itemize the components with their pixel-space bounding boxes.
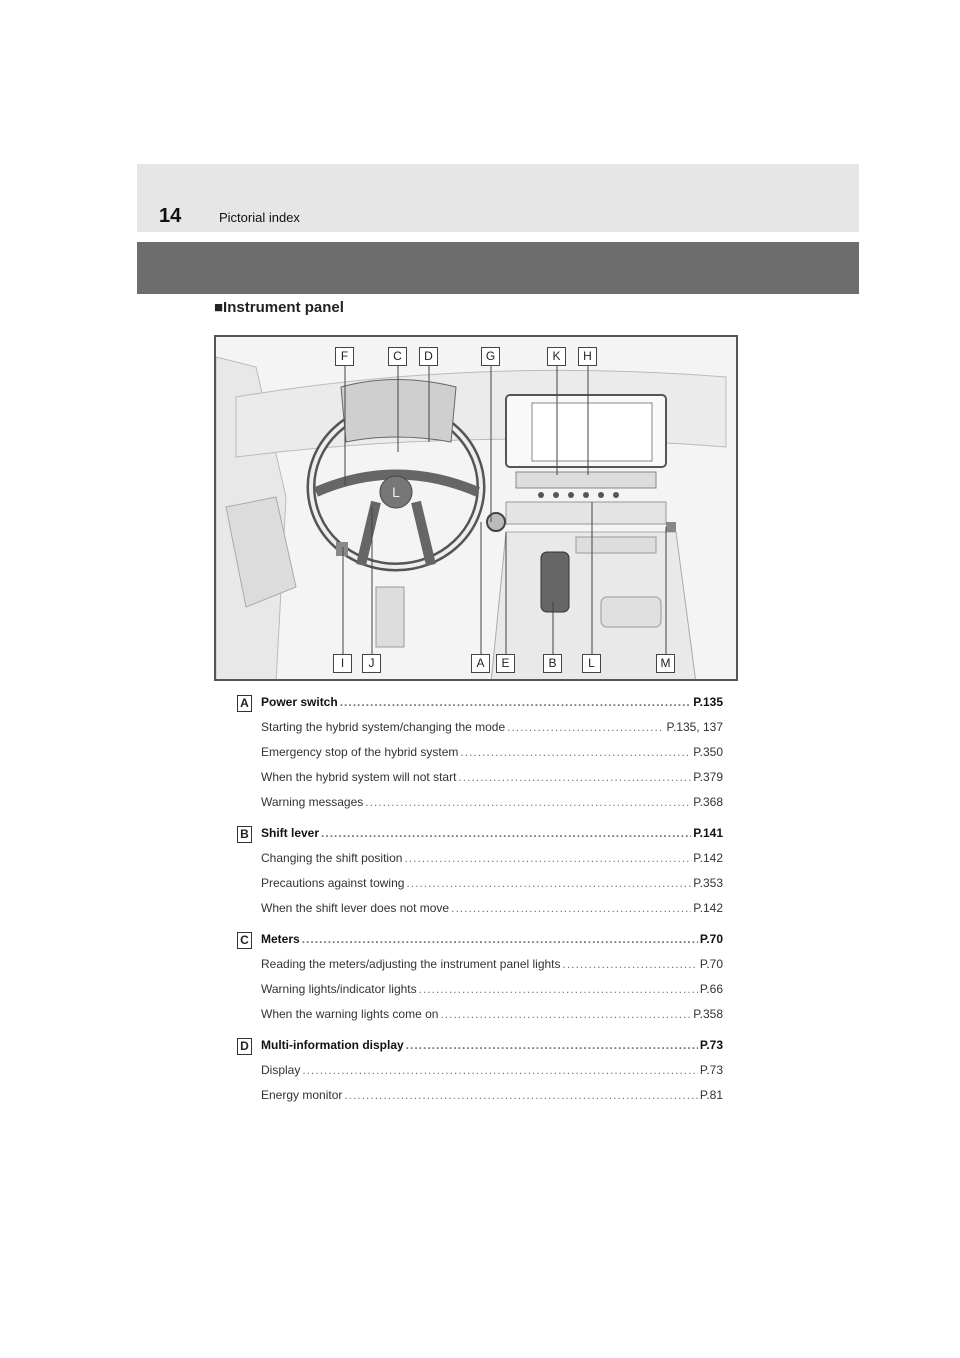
index-item bbox=[261, 795, 723, 813]
leader-dots bbox=[458, 770, 691, 784]
leader-dots bbox=[440, 1007, 691, 1021]
callout-top-3: D bbox=[419, 347, 438, 366]
leader-dots bbox=[404, 851, 691, 865]
index-item bbox=[261, 982, 723, 1000]
page-ref: P.368 bbox=[693, 795, 723, 809]
leader-dots bbox=[302, 1063, 698, 1077]
leader-dots bbox=[419, 982, 698, 996]
entry-badge: A bbox=[237, 695, 252, 712]
item-label: When the warning lights come on bbox=[261, 1007, 439, 1021]
index-item bbox=[261, 745, 723, 763]
item-label: When the shift lever does not move bbox=[261, 901, 450, 915]
entry-title-row bbox=[261, 826, 723, 844]
leader-dots bbox=[406, 1038, 698, 1052]
page-ref: P.70 bbox=[699, 932, 723, 946]
item-label: Emergency stop of the hybrid system bbox=[261, 745, 459, 759]
index-item bbox=[261, 851, 723, 869]
page-ref: P.73 bbox=[699, 1063, 723, 1077]
index-item bbox=[261, 720, 723, 738]
entry-badge: D bbox=[237, 1038, 252, 1055]
page-ref: P.135 bbox=[693, 695, 723, 709]
leader-dots bbox=[451, 901, 691, 915]
callout-bottom-1: I bbox=[333, 654, 352, 673]
section-heading: ■Instrument panel bbox=[214, 299, 344, 316]
page-ref: P.142 bbox=[693, 901, 723, 915]
page-ref: P.350 bbox=[693, 745, 723, 759]
entry-title-row bbox=[261, 695, 723, 713]
section-band bbox=[137, 242, 859, 294]
item-label: Warning messages bbox=[261, 795, 364, 809]
svg-text:L: L bbox=[392, 484, 400, 500]
page-ref: P.66 bbox=[699, 982, 723, 996]
item-label: Starting the hybrid system/changing the mode bbox=[261, 720, 506, 734]
leader-dots bbox=[406, 876, 691, 890]
instrument-panel-illustration bbox=[214, 335, 738, 681]
index-item bbox=[261, 1088, 723, 1106]
dashboard-drawing bbox=[216, 337, 738, 681]
index-item bbox=[261, 876, 723, 894]
entry-title: Shift lever bbox=[261, 826, 320, 840]
callout-top-6: H bbox=[578, 347, 597, 366]
leader-dots bbox=[302, 932, 698, 946]
leader-dots bbox=[340, 695, 692, 709]
entry-title: Multi-information display bbox=[261, 1038, 404, 1052]
page-ref: P.70 bbox=[699, 957, 723, 971]
item-label: Precautions against towing bbox=[261, 876, 405, 890]
leader-dots bbox=[365, 795, 691, 809]
page-ref: P.358 bbox=[693, 1007, 723, 1021]
leader-dots bbox=[321, 826, 691, 840]
callout-top-2: C bbox=[388, 347, 407, 366]
index-item bbox=[261, 770, 723, 788]
item-label: Changing the shift position bbox=[261, 851, 403, 865]
entry-title-row bbox=[261, 932, 723, 950]
item-label: Display bbox=[261, 1063, 301, 1077]
callout-top-1: F bbox=[335, 347, 354, 366]
entry-badge: B bbox=[237, 826, 252, 843]
item-label: When the hybrid system will not start bbox=[261, 770, 457, 784]
page-ref: P.135, 137 bbox=[666, 720, 723, 734]
item-label: Energy monitor bbox=[261, 1088, 343, 1102]
leader-dots bbox=[344, 1088, 697, 1102]
page-ref: P.73 bbox=[699, 1038, 723, 1052]
index-item bbox=[261, 901, 723, 919]
page-ref: P.379 bbox=[693, 770, 723, 784]
page-ref: P.353 bbox=[693, 876, 723, 890]
page-ref: P.141 bbox=[693, 826, 723, 840]
item-label: Reading the meters/adjusting the instrument panel lights bbox=[261, 957, 561, 971]
callout-top-5: K bbox=[547, 347, 566, 366]
index-item bbox=[261, 1063, 723, 1081]
callout-bottom-4: E bbox=[496, 654, 515, 673]
index-item bbox=[261, 1007, 723, 1025]
callout-bottom-3: A bbox=[471, 654, 490, 673]
callout-bottom-6: L bbox=[582, 654, 601, 673]
page-ref: P.81 bbox=[699, 1088, 723, 1102]
page-ref: P.142 bbox=[693, 851, 723, 865]
callout-bottom-5: B bbox=[543, 654, 562, 673]
callout-top-4: G bbox=[481, 347, 500, 366]
page-header bbox=[137, 164, 859, 232]
entry-title: Meters bbox=[261, 932, 300, 946]
leader-dots bbox=[563, 957, 698, 971]
item-label: Warning lights/indicator lights bbox=[261, 982, 417, 996]
entry-title-row bbox=[261, 1038, 723, 1056]
leader-dots bbox=[460, 745, 691, 759]
callout-bottom-2: J bbox=[362, 654, 381, 673]
entry-badge: C bbox=[237, 932, 252, 949]
header-title: Pictorial index bbox=[219, 210, 300, 225]
index-item bbox=[261, 957, 723, 975]
page-number: 14 bbox=[159, 205, 182, 227]
leader-dots bbox=[507, 720, 664, 734]
callout-bottom-7: M bbox=[656, 654, 675, 673]
entry-title: Power switch bbox=[261, 695, 338, 709]
